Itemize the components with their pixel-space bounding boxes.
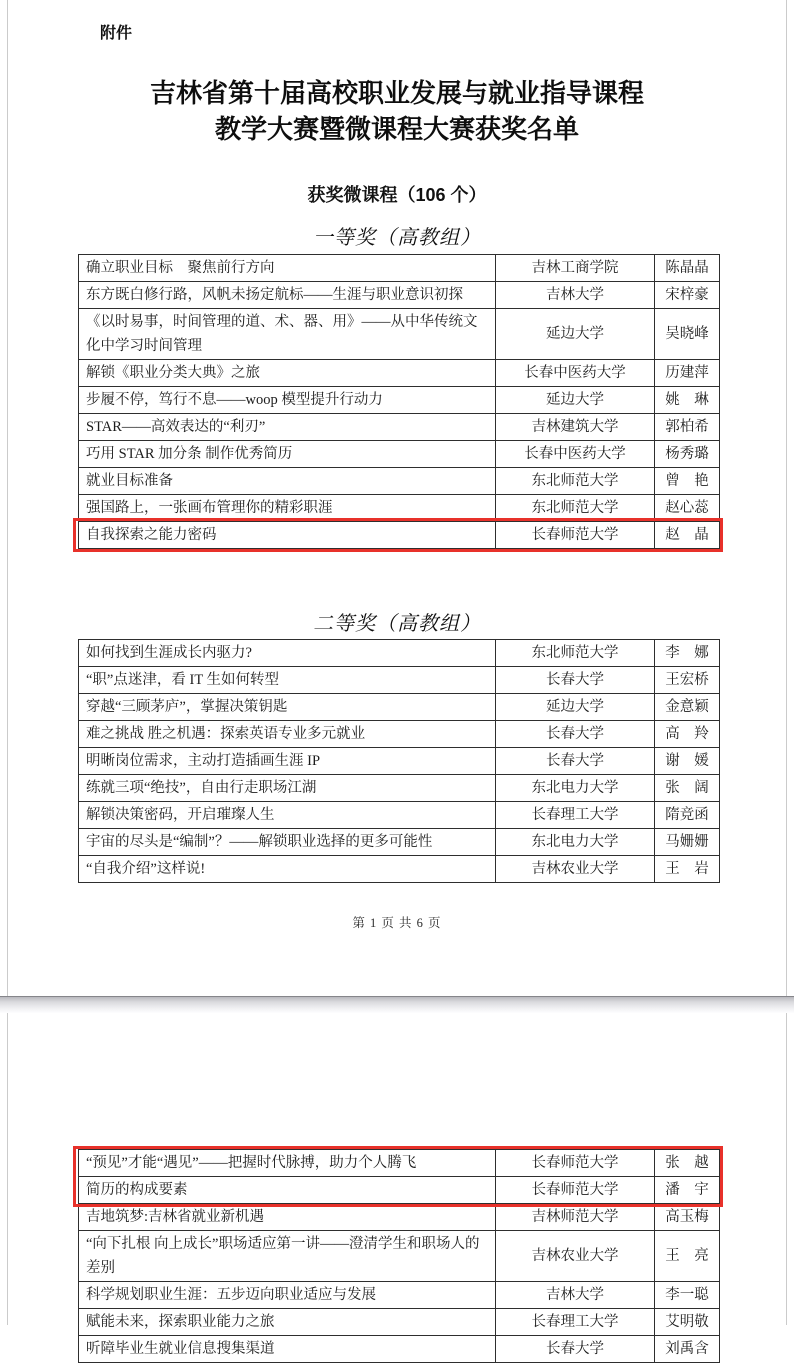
course-cell: 自我探索之能力密码 [79, 522, 496, 549]
school-cell: 长春理工大学 [496, 802, 655, 829]
table-row [79, 255, 720, 282]
document-page-1 [7, 0, 787, 996]
document-title [8, 76, 786, 148]
table-row [79, 748, 720, 775]
school-cell: 长春大学 [496, 1336, 655, 1363]
course-cell: 东方既白修行路，风帆未扬定航标——生涯与职业意识初探 [79, 282, 496, 309]
course-cell: 宇宙的尽头是“编制”？——解锁职业选择的更多可能性 [79, 829, 496, 856]
school-cell: 延边大学 [496, 387, 655, 414]
table-row [79, 522, 720, 549]
school-cell: 长春大学 [496, 667, 655, 694]
school-cell: 东北电力大学 [496, 775, 655, 802]
course-cell: “自我介绍”这样说! [79, 856, 496, 883]
teacher-cell: 吴晓峰 [655, 309, 720, 360]
teacher-cell: 马姗姗 [655, 829, 720, 856]
page-separator [0, 996, 794, 1013]
course-cell: 强国路上，一张画布管理你的精彩职涯 [79, 495, 496, 522]
table-row [79, 495, 720, 522]
first-prize-table [78, 254, 720, 549]
table-row [79, 309, 720, 360]
table-row [79, 1231, 720, 1282]
course-cell: 难之挑战 胜之机遇：探索英语专业多元就业 [79, 721, 496, 748]
section-heading-first-prize: 一等奖（高教组） [313, 227, 481, 249]
teacher-cell: 王宏桥 [655, 667, 720, 694]
second-prize-table [78, 639, 720, 883]
school-cell: 东北电力大学 [496, 829, 655, 856]
table-row [79, 1177, 720, 1204]
course-cell: 确立职业目标 聚焦前行方向 [79, 255, 496, 282]
school-cell: 吉林建筑大学 [496, 414, 655, 441]
school-cell: 长春理工大学 [496, 1309, 655, 1336]
course-cell: 赋能未来，探索职业能力之旅 [79, 1309, 496, 1336]
page2-table-wrap [78, 1149, 719, 1363]
document-page-2 [7, 1013, 787, 1357]
teacher-cell: 张 阔 [655, 775, 720, 802]
teacher-cell: 李一聪 [655, 1282, 720, 1309]
table-row [79, 414, 720, 441]
teacher-cell: 高玉梅 [655, 1204, 720, 1231]
school-cell: 长春中医药大学 [496, 360, 655, 387]
teacher-cell: 宋梓豪 [655, 282, 720, 309]
table-row [79, 856, 720, 883]
teacher-cell: 历建萍 [655, 360, 720, 387]
teacher-cell: 艾明敬 [655, 1309, 720, 1336]
table-row [79, 468, 720, 495]
table-row [79, 1282, 720, 1309]
table-row [79, 360, 720, 387]
course-cell: 《以时易事，时间管理的道、术、器、用》——从中华传统文化中学习时间管理 [79, 309, 496, 360]
table-row [79, 1309, 720, 1336]
school-cell: 东北师范大学 [496, 640, 655, 667]
school-cell: 长春师范大学 [496, 1150, 655, 1177]
table-row [79, 441, 720, 468]
teacher-cell: 王 岩 [655, 856, 720, 883]
school-cell: 延边大学 [496, 694, 655, 721]
school-cell: 长春师范大学 [496, 522, 655, 549]
table-row [79, 640, 720, 667]
school-cell: 东北师范大学 [496, 495, 655, 522]
school-cell: 吉林师范大学 [496, 1204, 655, 1231]
table-row [79, 387, 720, 414]
course-cell: 如何找到生涯成长内驱力? [79, 640, 496, 667]
table-row [79, 775, 720, 802]
school-cell: 长春师范大学 [496, 1177, 655, 1204]
school-cell: 吉林农业大学 [496, 1231, 655, 1282]
teacher-cell: 谢 媛 [655, 748, 720, 775]
course-cell: 穿越“三顾茅庐”，掌握决策钥匙 [79, 694, 496, 721]
course-cell: 吉地筑梦:吉林省就业新机遇 [79, 1204, 496, 1231]
teacher-cell: 隋竞函 [655, 802, 720, 829]
page2-award-table [78, 1149, 720, 1363]
course-cell: 简历的构成要素 [79, 1177, 496, 1204]
attachment-label: 附件 [100, 25, 133, 42]
teacher-cell: 陈晶晶 [655, 255, 720, 282]
table-row [79, 282, 720, 309]
course-cell: 步履不停，笃行不息——woop 模型提升行动力 [79, 387, 496, 414]
first-prize-table-wrap [78, 254, 719, 549]
teacher-cell: 曾 艳 [655, 468, 720, 495]
table-row [79, 667, 720, 694]
teacher-cell: 张 越 [655, 1150, 720, 1177]
course-cell: 练就三项“绝技”，自由行走职场江湖 [79, 775, 496, 802]
section-heading-second-prize: 二等奖（高教组） [313, 613, 481, 635]
course-cell: “向下扎根 向上成长”职场适应第一讲——澄清学生和职场人的差别 [79, 1231, 496, 1282]
teacher-cell: 刘禹含 [655, 1336, 720, 1363]
document-title-line-2: 教学大赛暨微课程大赛获奖名单 [214, 115, 579, 144]
page-number-footer: 第 1 页 共 6 页 [352, 916, 442, 930]
document-subtitle: 获奖微课程（106 个） [307, 185, 487, 205]
document-title-line-1: 吉林省第十届高校职业发展与就业指导课程 [149, 79, 644, 108]
table-row [79, 694, 720, 721]
teacher-cell: 高 羚 [655, 721, 720, 748]
course-cell: “职”点迷津，看 IT 生如何转型 [79, 667, 496, 694]
school-cell: 长春大学 [496, 748, 655, 775]
table-row [79, 802, 720, 829]
table-row [79, 829, 720, 856]
table-row [79, 1336, 720, 1363]
school-cell: 吉林大学 [496, 282, 655, 309]
course-cell: 巧用 STAR 加分条 制作优秀简历 [79, 441, 496, 468]
course-cell: STAR——高效表达的“利刃” [79, 414, 496, 441]
teacher-cell: 赵 晶 [655, 522, 720, 549]
school-cell: 吉林工商学院 [496, 255, 655, 282]
school-cell: 长春大学 [496, 721, 655, 748]
course-cell: 解锁《职业分类大典》之旅 [79, 360, 496, 387]
teacher-cell: 金意颖 [655, 694, 720, 721]
school-cell: 延边大学 [496, 309, 655, 360]
school-cell: 吉林大学 [496, 1282, 655, 1309]
teacher-cell: 潘 宇 [655, 1177, 720, 1204]
course-cell: 就业目标准备 [79, 468, 496, 495]
course-cell: “预见”才能“遇见”——把握时代脉搏，助力个人腾飞 [79, 1150, 496, 1177]
teacher-cell: 李 娜 [655, 640, 720, 667]
teacher-cell: 王 亮 [655, 1231, 720, 1282]
school-cell: 吉林农业大学 [496, 856, 655, 883]
course-cell: 明晰岗位需求，主动打造插画生涯 IP [79, 748, 496, 775]
course-cell: 解锁决策密码，开启璀璨人生 [79, 802, 496, 829]
teacher-cell: 姚 琳 [655, 387, 720, 414]
course-cell: 听障毕业生就业信息搜集渠道 [79, 1336, 496, 1363]
teacher-cell: 赵心蕊 [655, 495, 720, 522]
table-row [79, 1204, 720, 1231]
teacher-cell: 杨秀璐 [655, 441, 720, 468]
second-prize-table-wrap [78, 639, 719, 883]
course-cell: 科学规划职业生涯：五步迈向职业适应与发展 [79, 1282, 496, 1309]
table-row [79, 721, 720, 748]
teacher-cell: 郭柏希 [655, 414, 720, 441]
school-cell: 长春中医药大学 [496, 441, 655, 468]
school-cell: 东北师范大学 [496, 468, 655, 495]
table-row [79, 1150, 720, 1177]
